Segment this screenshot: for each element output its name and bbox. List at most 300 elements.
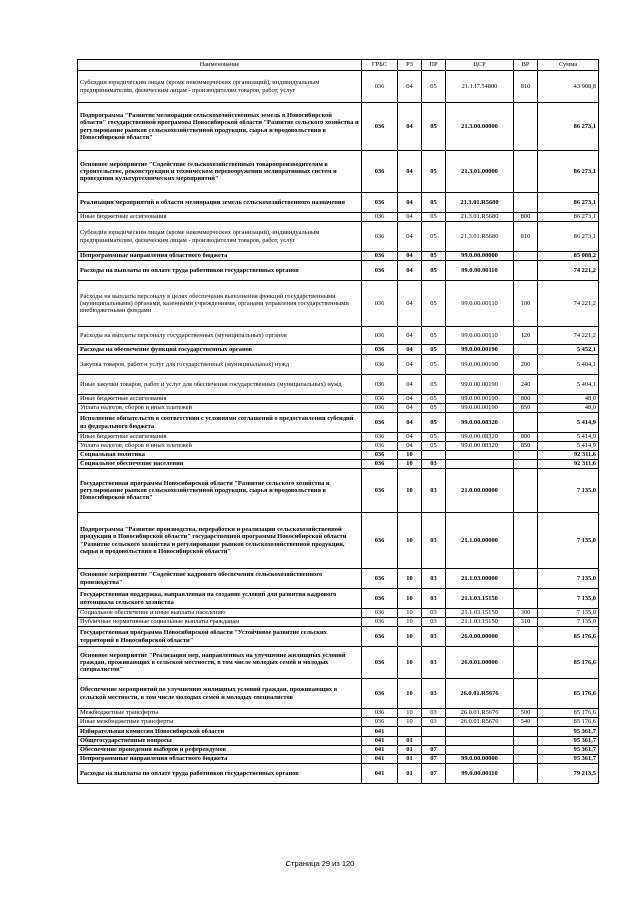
vr-code-cell <box>514 755 538 764</box>
amount-cell: 92 311,6 <box>538 451 599 460</box>
grbs-code-cell: 036 <box>362 281 398 327</box>
amount-cell: 74 221,2 <box>538 327 599 345</box>
table-row <box>78 460 599 469</box>
grbs-code-cell: 036 <box>362 718 398 727</box>
item-name-cell: Непрограммные направления областного бюджета <box>78 755 362 764</box>
grbs-code-cell: 036 <box>362 618 398 627</box>
csr-code-cell: 21.3.01.00000 <box>446 151 514 193</box>
item-name-cell: Уплата налогов, сборов и иных платежей <box>78 404 362 413</box>
rz-code-cell: 04 <box>398 193 422 213</box>
amount-cell: 48,0 <box>538 404 599 413</box>
amount-cell: 85 176,6 <box>538 718 599 727</box>
table-row <box>78 627 599 647</box>
vr-code-cell <box>514 193 538 213</box>
pr-code-cell: 03 <box>422 709 446 718</box>
grbs-code-cell: 036 <box>362 151 398 193</box>
table-row <box>78 433 599 442</box>
csr-code-cell: 21.1.03.15150 <box>446 618 514 627</box>
table-header-row <box>78 60 599 71</box>
vr-code-cell: 540 <box>514 718 538 727</box>
item-name-cell: Реализация мероприятий в области мелиорации земель сельскохозяйственного назначения <box>78 193 362 213</box>
csr-code-cell: 99.0.00.00190 <box>446 345 514 355</box>
grbs-code-cell: 036 <box>362 433 398 442</box>
item-name-cell: Уплата налогов, сборов и иных платежей <box>78 442 362 451</box>
vr-code-cell <box>514 469 538 513</box>
vr-code-cell <box>514 513 538 569</box>
grbs-code-cell: 036 <box>362 261 398 281</box>
item-name-cell: Государственная поддержка, направленная на создание условий для развития кадрового потенциала сельского хозяйства <box>78 589 362 609</box>
pr-code-cell: 05 <box>422 71 446 103</box>
item-name-cell: Социальное обеспечение и иные выплаты населению <box>78 609 362 618</box>
table-row <box>78 469 599 513</box>
grbs-code-cell: 036 <box>362 469 398 513</box>
rz-code-cell: 10 <box>398 569 422 589</box>
item-name-cell: Субсидии юридическим лицам (кроме некоммерческих организаций), индивидуальным предпринимателям, физическим лицам - производителям товаров, работ, услуг <box>78 222 362 252</box>
vr-code-cell: 200 <box>514 355 538 375</box>
vr-code-cell: 100 <box>514 281 538 327</box>
grbs-code-cell: 036 <box>362 451 398 460</box>
pr-code-cell: 07 <box>422 746 446 755</box>
pr-code-cell: 05 <box>422 355 446 375</box>
amount-cell: 95 361,7 <box>538 737 599 746</box>
item-name-cell: Основное мероприятие "Реализация мер, направленных на улучшение жилищных условий граждан, проживающих в сельской местности, в том числе молодых семей и молодых специалистов" <box>78 647 362 679</box>
table-row <box>78 513 599 569</box>
csr-code-cell: 99.0.00.08320 <box>446 413 514 433</box>
item-name-cell: Исполнение обязательств в соответствии с условиями соглашений о предоставлении субсидий из федерального бюджета <box>78 413 362 433</box>
item-name-cell: Закупка товаров, работ и услуг для государственных (муниципальных) нужд <box>78 355 362 375</box>
grbs-code-cell: 036 <box>362 222 398 252</box>
grbs-code-cell: 041 <box>362 746 398 755</box>
table-row <box>78 213 599 222</box>
item-name-cell: Публичные нормативные социальные выплаты гражданам <box>78 618 362 627</box>
pr-code-cell: 05 <box>422 433 446 442</box>
amount-cell: 95 361,7 <box>538 746 599 755</box>
rz-code-cell: 10 <box>398 460 422 469</box>
rz-code-cell <box>398 727 422 737</box>
csr-code-cell: 21.3.00.00000 <box>446 103 514 151</box>
pr-code-cell <box>422 737 446 746</box>
vr-code-cell <box>514 569 538 589</box>
table-row <box>78 755 599 764</box>
item-name-cell: Государственная программа Новосибирской области "Устойчивое развитие сельских территорий в Новосибирской области" <box>78 627 362 647</box>
pr-code-cell: 03 <box>422 679 446 709</box>
rz-code-cell: 10 <box>398 718 422 727</box>
amount-cell: 86 273,1 <box>538 222 599 252</box>
pr-code-cell: 03 <box>422 513 446 569</box>
grbs-code-cell: 041 <box>362 727 398 737</box>
rz-code-cell: 04 <box>398 103 422 151</box>
csr-code-cell: 21.0.00.00000 <box>446 469 514 513</box>
table-row <box>78 709 599 718</box>
amount-cell: 5 414,9 <box>538 433 599 442</box>
pr-code-cell <box>422 451 446 460</box>
amount-cell: 7 135,0 <box>538 469 599 513</box>
csr-code-cell: 99.0.00.00110 <box>446 281 514 327</box>
vr-code-cell: 810 <box>514 222 538 252</box>
vr-code-cell <box>514 627 538 647</box>
table-row <box>78 764 599 784</box>
amount-cell: 86 273,1 <box>538 213 599 222</box>
grbs-code-cell: 036 <box>362 71 398 103</box>
amount-cell: 7 135,0 <box>538 609 599 618</box>
csr-code-cell: 26.0.01.R5676 <box>446 679 514 709</box>
pr-code-cell: 05 <box>422 193 446 213</box>
pr-code-cell: 07 <box>422 755 446 764</box>
item-name-cell: Расходы на выплаты персоналу государственных (муниципальных) органов <box>78 327 362 345</box>
csr-code-cell: 21.1.I7.54800 <box>446 71 514 103</box>
pr-code-cell: 07 <box>422 764 446 784</box>
rz-code-cell: 01 <box>398 737 422 746</box>
grbs-code-cell: 041 <box>362 755 398 764</box>
csr-code-cell: 26.0.01.R5676 <box>446 718 514 727</box>
csr-code-cell: 99.0.00.00110 <box>446 327 514 345</box>
item-name-cell: Избирательная комиссия Новосибирской области <box>78 727 362 737</box>
budget-table-sheet <box>77 59 598 784</box>
rz-code-cell: 04 <box>398 375 422 395</box>
column-header: ГРБС <box>362 60 398 71</box>
table-row <box>78 569 599 589</box>
rz-code-cell: 10 <box>398 609 422 618</box>
csr-code-cell: 26.0.00.00000 <box>446 627 514 647</box>
rz-code-cell: 10 <box>398 627 422 647</box>
csr-code-cell: 21.1.03.15150 <box>446 609 514 618</box>
item-name-cell: Общегосударственные вопросы <box>78 737 362 746</box>
table-row <box>78 222 599 252</box>
amount-cell: 7 135,0 <box>538 569 599 589</box>
rz-code-cell: 04 <box>398 252 422 261</box>
amount-cell: 86 273,1 <box>538 151 599 193</box>
vr-code-cell <box>514 252 538 261</box>
amount-cell: 79 213,5 <box>538 764 599 784</box>
table-row <box>78 442 599 451</box>
table-row <box>78 151 599 193</box>
amount-cell: 85 176,6 <box>538 647 599 679</box>
amount-cell: 5 404,1 <box>538 355 599 375</box>
grbs-code-cell: 036 <box>362 404 398 413</box>
pr-code-cell: 05 <box>422 222 446 252</box>
grbs-code-cell: 036 <box>362 679 398 709</box>
table-row <box>78 345 599 355</box>
grbs-code-cell: 036 <box>362 413 398 433</box>
vr-code-cell <box>514 460 538 469</box>
item-name-cell: Обеспечение мероприятий по улучшению жилищных условий граждан, проживающих в сельской местности, в том числе молодых семей и молодых специалистов <box>78 679 362 709</box>
csr-code-cell: 99.0.00.00110 <box>446 261 514 281</box>
rz-code-cell: 04 <box>398 151 422 193</box>
pr-code-cell: 03 <box>422 627 446 647</box>
column-header: Наименование <box>78 60 362 71</box>
table-row <box>78 355 599 375</box>
csr-code-cell <box>446 746 514 755</box>
item-name-cell: Иные межбюджетные трансферты <box>78 718 362 727</box>
vr-code-cell: 500 <box>514 709 538 718</box>
column-header: ВР <box>514 60 538 71</box>
pr-code-cell: 03 <box>422 460 446 469</box>
table-row <box>78 281 599 327</box>
rz-code-cell: 04 <box>398 71 422 103</box>
csr-code-cell: 99.0.00.00000 <box>446 252 514 261</box>
pr-code-cell: 05 <box>422 395 446 404</box>
csr-code-cell: 21.1.03.00000 <box>446 569 514 589</box>
csr-code-cell <box>446 451 514 460</box>
vr-code-cell <box>514 261 538 281</box>
csr-code-cell <box>446 460 514 469</box>
item-name-cell: Подпрограмма "Развитие мелиорации сельскохозяйственных земель в Новосибирской области" государственной программы Новосибирской области "Развитие сельского хозяйства и регулирование рынков сельскохозяйственной продукции, сырья и продовольствия в Новосибирской области" <box>78 103 362 151</box>
table-row <box>78 413 599 433</box>
rz-code-cell: 10 <box>398 709 422 718</box>
item-name-cell: Иные бюджетные ассигнования <box>78 433 362 442</box>
table-row <box>78 261 599 281</box>
amount-cell: 74 221,2 <box>538 281 599 327</box>
item-name-cell: Социальное обеспечение населения <box>78 460 362 469</box>
csr-code-cell: 99.0.00.00190 <box>446 404 514 413</box>
csr-code-cell <box>446 737 514 746</box>
grbs-code-cell: 036 <box>362 460 398 469</box>
vr-code-cell <box>514 589 538 609</box>
vr-code-cell: 810 <box>514 71 538 103</box>
amount-cell: 7 135,0 <box>538 618 599 627</box>
grbs-code-cell: 036 <box>362 647 398 679</box>
budget-table <box>77 59 599 784</box>
pr-code-cell: 05 <box>422 151 446 193</box>
amount-cell: 95 361,7 <box>538 755 599 764</box>
pr-code-cell: 03 <box>422 718 446 727</box>
amount-cell: 86 273,1 <box>538 103 599 151</box>
csr-code-cell: 99.0.00.08320 <box>446 433 514 442</box>
grbs-code-cell: 036 <box>362 709 398 718</box>
grbs-code-cell: 041 <box>362 737 398 746</box>
amount-cell: 74 221,2 <box>538 261 599 281</box>
amount-cell: 5 404,1 <box>538 375 599 395</box>
csr-code-cell: 26.0.01.00000 <box>446 647 514 679</box>
amount-cell: 85 176,6 <box>538 627 599 647</box>
grbs-code-cell: 036 <box>362 103 398 151</box>
pr-code-cell: 05 <box>422 404 446 413</box>
vr-code-cell: 300 <box>514 609 538 618</box>
amount-cell: 85 176,6 <box>538 679 599 709</box>
table-row <box>78 718 599 727</box>
rz-code-cell: 04 <box>398 433 422 442</box>
csr-code-cell <box>446 727 514 737</box>
vr-code-cell <box>514 413 538 433</box>
column-header: Сумма <box>538 60 599 71</box>
table-row <box>78 647 599 679</box>
rz-code-cell: 04 <box>398 413 422 433</box>
rz-code-cell: 10 <box>398 589 422 609</box>
pr-code-cell: 05 <box>422 213 446 222</box>
csr-code-cell: 21.3.01.R5680 <box>446 222 514 252</box>
rz-code-cell: 04 <box>398 442 422 451</box>
table-row <box>78 737 599 746</box>
amount-cell: 85 088,2 <box>538 252 599 261</box>
table-row <box>78 103 599 151</box>
vr-code-cell <box>514 764 538 784</box>
grbs-code-cell: 036 <box>362 345 398 355</box>
csr-code-cell: 99.0.00.00110 <box>446 764 514 784</box>
rz-code-cell: 04 <box>398 213 422 222</box>
rz-code-cell: 10 <box>398 451 422 460</box>
grbs-code-cell: 036 <box>362 355 398 375</box>
pr-code-cell: 03 <box>422 618 446 627</box>
pr-code-cell: 05 <box>422 327 446 345</box>
table-row <box>78 727 599 737</box>
item-name-cell: Расходы на выплаты по оплате труда работников государственных органов <box>78 764 362 784</box>
rz-code-cell: 10 <box>398 618 422 627</box>
grbs-code-cell: 036 <box>362 442 398 451</box>
amount-cell: 95 361,7 <box>538 727 599 737</box>
rz-code-cell: 04 <box>398 327 422 345</box>
vr-code-cell <box>514 345 538 355</box>
table-row <box>78 679 599 709</box>
rz-code-cell: 10 <box>398 469 422 513</box>
vr-code-cell: 240 <box>514 375 538 395</box>
rz-code-cell: 01 <box>398 746 422 755</box>
item-name-cell: Расходы на выплаты по оплате труда работников государственных органов <box>78 261 362 281</box>
csr-code-cell: 99.0.00.00190 <box>446 395 514 404</box>
item-name-cell: Обеспечение проведения выборов и референдумов <box>78 746 362 755</box>
grbs-code-cell: 036 <box>362 513 398 569</box>
pr-code-cell: 05 <box>422 103 446 151</box>
item-name-cell: Основное мероприятие "Содействие сельскохозяйственным товаропроизводителям в строительстве, реконструкции и техническом перевооружении мелиоративных систем и проведении культуртехнических мероприятий" <box>78 151 362 193</box>
rz-code-cell: 10 <box>398 647 422 679</box>
csr-code-cell: 99.0.00.00190 <box>446 355 514 375</box>
grbs-code-cell: 036 <box>362 375 398 395</box>
item-name-cell: Непрограммные направления областного бюджета <box>78 252 362 261</box>
amount-cell: 7 135,0 <box>538 589 599 609</box>
vr-code-cell: 800 <box>514 433 538 442</box>
table-row <box>78 746 599 755</box>
vr-code-cell <box>514 103 538 151</box>
pr-code-cell: 03 <box>422 647 446 679</box>
column-header: РЗ <box>398 60 422 71</box>
table-row <box>78 193 599 213</box>
amount-cell: 5 452,1 <box>538 345 599 355</box>
column-header: ПР <box>422 60 446 71</box>
pr-code-cell <box>422 727 446 737</box>
vr-code-cell <box>514 746 538 755</box>
column-header: ЦСР <box>446 60 514 71</box>
vr-code-cell: 850 <box>514 442 538 451</box>
table-row <box>78 71 599 103</box>
vr-code-cell <box>514 679 538 709</box>
item-name-cell: Социальная политика <box>78 451 362 460</box>
grbs-code-cell: 036 <box>362 589 398 609</box>
pr-code-cell: 03 <box>422 569 446 589</box>
item-name-cell: Иные бюджетные ассигнования <box>78 395 362 404</box>
table-row <box>78 609 599 618</box>
item-name-cell: Расходы на обеспечение функций государственных органов <box>78 345 362 355</box>
vr-code-cell <box>514 647 538 679</box>
item-name-cell: Межбюджетные трансферты <box>78 709 362 718</box>
pr-code-cell: 05 <box>422 413 446 433</box>
grbs-code-cell: 036 <box>362 609 398 618</box>
rz-code-cell: 10 <box>398 513 422 569</box>
rz-code-cell: 04 <box>398 404 422 413</box>
rz-code-cell: 04 <box>398 355 422 375</box>
grbs-code-cell: 036 <box>362 627 398 647</box>
table-row <box>78 618 599 627</box>
grbs-code-cell: 036 <box>362 213 398 222</box>
item-name-cell: Подпрограмма "Развитие производства, переработки и реализации сельскохозяйственной продукции в Новосибирской области" государственной программы Новосибирской области "Развитие сельского хозяйства и регулирование рынков сельскохозяйственной продукции, сырья и продовольствия в Новосибирской области" <box>78 513 362 569</box>
table-row <box>78 404 599 413</box>
csr-code-cell: 21.3.01.R5680 <box>446 213 514 222</box>
pr-code-cell: 05 <box>422 375 446 395</box>
item-name-cell: Иные бюджетные ассигнования <box>78 213 362 222</box>
grbs-code-cell: 036 <box>362 193 398 213</box>
table-row <box>78 252 599 261</box>
csr-code-cell: 21.1.03.15150 <box>446 589 514 609</box>
csr-code-cell: 99.0.00.08320 <box>446 442 514 451</box>
table-body <box>78 71 599 784</box>
amount-cell: 5 414,9 <box>538 413 599 433</box>
vr-code-cell: 120 <box>514 327 538 345</box>
pr-code-cell: 03 <box>422 589 446 609</box>
amount-cell: 92 311,6 <box>538 460 599 469</box>
amount-cell: 7 135,0 <box>538 513 599 569</box>
table-row <box>78 375 599 395</box>
vr-code-cell: 800 <box>514 213 538 222</box>
vr-code-cell <box>514 451 538 460</box>
item-name-cell: Иные закупки товаров, работ и услуг для обеспечения государственных (муниципальных) нужд <box>78 375 362 395</box>
grbs-code-cell: 041 <box>362 764 398 784</box>
amount-cell: 85 176,6 <box>538 709 599 718</box>
csr-code-cell: 99.0.00.00190 <box>446 375 514 395</box>
grbs-code-cell: 036 <box>362 395 398 404</box>
item-name-cell: Основное мероприятие "Содействие кадрового обеспечения сельскохозяйственного производства" <box>78 569 362 589</box>
rz-code-cell: 04 <box>398 222 422 252</box>
pr-code-cell: 05 <box>422 345 446 355</box>
grbs-code-cell: 036 <box>362 327 398 345</box>
rz-code-cell: 10 <box>398 679 422 709</box>
vr-code-cell <box>514 737 538 746</box>
vr-code-cell: 850 <box>514 404 538 413</box>
pr-code-cell: 03 <box>422 469 446 513</box>
rz-code-cell: 01 <box>398 755 422 764</box>
pr-code-cell: 05 <box>422 442 446 451</box>
rz-code-cell: 01 <box>398 764 422 784</box>
item-name-cell: Расходы на выплаты персоналу в целях обеспечения выполнения функций государственными (муниципальными) органами, казенными учреждениями, органами управления государственными внебюджетными фондами <box>78 281 362 327</box>
csr-code-cell: 26.0.01.R5676 <box>446 709 514 718</box>
rz-code-cell: 04 <box>398 345 422 355</box>
vr-code-cell: 800 <box>514 395 538 404</box>
vr-code-cell <box>514 151 538 193</box>
table-row <box>78 589 599 609</box>
amount-cell: 86 273,1 <box>538 193 599 213</box>
amount-cell: 43 908,8 <box>538 71 599 103</box>
table-row <box>78 327 599 345</box>
page-number: Страница 29 из 120 <box>285 859 355 868</box>
table-row <box>78 451 599 460</box>
grbs-code-cell: 036 <box>362 569 398 589</box>
csr-code-cell: 21.3.01.R5680 <box>446 193 514 213</box>
grbs-code-cell: 036 <box>362 252 398 261</box>
item-name-cell: Государственная программа Новосибирской области "Развитие сельского хозяйства и регулирование рынков сельскохозяйственной продукции, сырья и продовольствия в Новосибирской области" <box>78 469 362 513</box>
vr-code-cell <box>514 727 538 737</box>
amount-cell: 5 414,9 <box>538 442 599 451</box>
csr-code-cell: 21.1.00.00000 <box>446 513 514 569</box>
rz-code-cell: 04 <box>398 395 422 404</box>
pr-code-cell: 03 <box>422 609 446 618</box>
table-row <box>78 395 599 404</box>
rz-code-cell: 04 <box>398 281 422 327</box>
csr-code-cell: 99.0.00.00000 <box>446 755 514 764</box>
rz-code-cell: 04 <box>398 261 422 281</box>
amount-cell: 48,0 <box>538 395 599 404</box>
item-name-cell: Субсидии юридическим лицам (кроме некоммерческих организаций), индивидуальным предпринимателям, физическим лицам - производителям товаров, работ, услуг <box>78 71 362 103</box>
pr-code-cell: 05 <box>422 252 446 261</box>
vr-code-cell: 310 <box>514 618 538 627</box>
pr-code-cell: 05 <box>422 281 446 327</box>
pr-code-cell: 05 <box>422 261 446 281</box>
